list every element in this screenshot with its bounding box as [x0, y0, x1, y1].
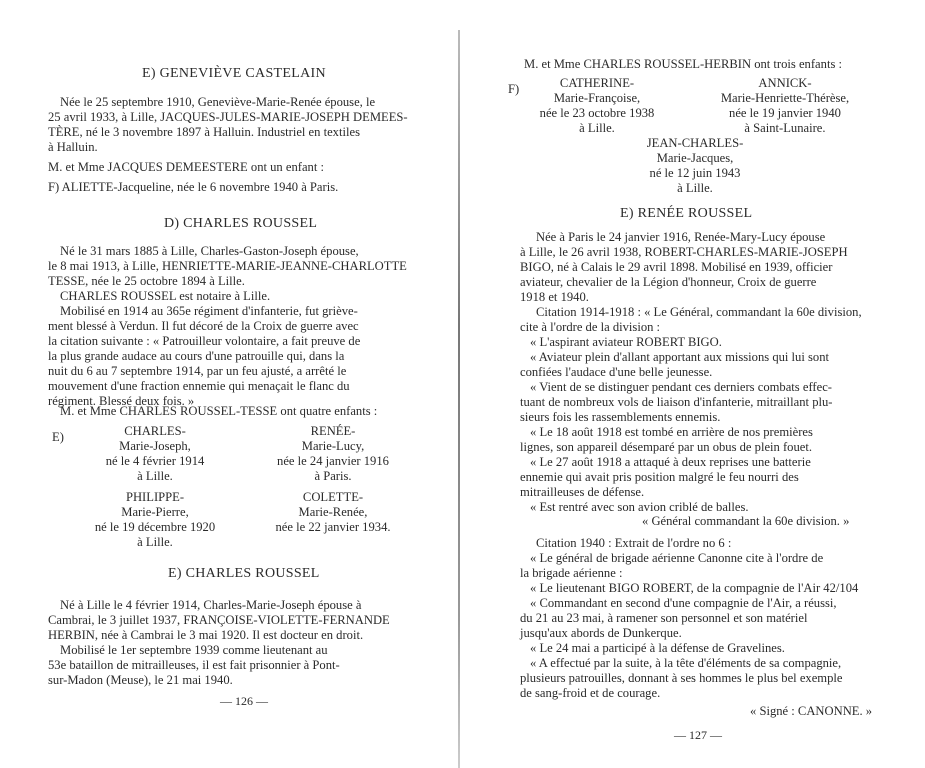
text-line: Née à Paris le 24 janvier 1916, Renée-Mary-Lucy épouse	[536, 230, 826, 244]
children-marker: E)	[52, 430, 64, 444]
children-marker: F)	[508, 82, 520, 96]
text-line: ment blessé à Verdun. Il fut décoré de la Croix de guerre avec	[48, 319, 359, 333]
right-page	[462, 0, 925, 768]
text-line: Née le 25 septembre 1910, Geneviève-Marie-Renée épouse, le	[60, 95, 376, 109]
text-line: « Général commandant la 60e division. »	[642, 514, 850, 528]
child-colette: COLETTE- Marie-Renée, née le 22 janvier 1934.	[275, 490, 391, 534]
text-line: sieurs fois les rassemblements ennemis.	[520, 410, 721, 424]
child-catherine: CATHERINE- Marie-Françoise, née le 23 octobre 1938 à Lille.	[539, 76, 655, 135]
child-line: F) ALIETTE-Jacqueline, née le 6 novembre 1940 à Paris.	[48, 180, 339, 194]
text-line: la brigade aérienne :	[520, 566, 623, 580]
text-line: « Le général de brigade aérienne Canonne cite à l'ordre de	[530, 551, 824, 565]
text-line: de sang-froid et de courage.	[520, 686, 661, 700]
text-line: « Le 18 août 1918 est tombé en arrière de nos premières	[530, 425, 813, 439]
text-line: HERBIN, née à Cambrai le 3 mai 1920. Il est docteur en droit.	[48, 628, 364, 642]
page-number: — 127 —	[674, 728, 722, 742]
text-line: TESSE, née le 25 octobre 1894 à Lille.	[48, 274, 245, 288]
text-line: « Le lieutenant BIGO ROBERT, de la compagnie de l'Air 42/104	[530, 581, 859, 595]
text-line: « Aviateur plein d'allant apportant aux missions qui lui sont	[530, 350, 829, 364]
text-line: 53e bataillon de mitrailleuses, il est fait prisonnier à Pont-	[48, 658, 340, 672]
child-philippe: PHILIPPE- Marie-Pierre, né le 19 décembre 1920 à Lille.	[94, 490, 216, 549]
children-intro: M. et Mme JACQUES DEMEESTERE ont un enfant :	[48, 160, 324, 174]
child-charles: CHARLES- Marie-Joseph, né le 4 février 1914 à Lille.	[105, 424, 205, 483]
text-line: « Le 24 mai a participé à la défense de Gravelines.	[530, 641, 785, 655]
text-line: Mobilisé en 1914 au 365e régiment d'infanterie, fut grièvе-	[60, 304, 358, 318]
text-line: lignes, son appareil désemparé par un obus de plein fouet.	[520, 440, 813, 454]
text-line: ennemie qui avait pris position malgré le feu nourri des	[520, 470, 799, 484]
children-intro: M. et Mme CHARLES ROUSSEL-TESSE ont quatre enfants :	[60, 404, 378, 418]
text-line: CHARLES ROUSSEL est notaire à Lille.	[60, 289, 271, 303]
text-line: du 21 au 23 mai, à ramener son personnel et son matériel	[520, 611, 808, 625]
text-line: Mobilisé le 1er septembre 1939 comme lieutenant au	[60, 643, 328, 657]
text-line: confiées l'audace d'une belle jeunesse.	[520, 365, 713, 379]
text-line: « Le 27 août 1918 a attaqué à deux reprises une batterie	[530, 455, 811, 469]
text-line: « Commandant en second d'une compagnie de l'Air, a réussi,	[530, 596, 837, 610]
heading-charles-1885: D) CHARLES ROUSSEL	[164, 216, 318, 231]
heading-renee: E) RENÉE ROUSSEL	[620, 206, 753, 221]
child-renee: RENÉE- Marie-Lucy, née le 24 janvier 1916 à Paris.	[277, 424, 389, 483]
text-line: Citation 1940 : Extrait de l'ordre no 6 :	[536, 536, 732, 550]
heading-charles-1914: E) CHARLES ROUSSEL	[168, 566, 320, 581]
text-line: Né le 31 mars 1885 à Lille, Charles-Gaston-Joseph épouse,	[60, 244, 359, 258]
text-line: Cambrai, le 3 juillet 1937, FRANÇOISE-VIOLETTE-FERNANDE	[48, 613, 390, 627]
children-intro: M. et Mme CHARLES ROUSSEL-HERBIN ont trois enfants :	[524, 57, 842, 71]
text-line: « A effectué par la suite, à la tête d'éléments de sa compagnie,	[530, 656, 842, 670]
signature-line: « Signé : CANONNE. »	[750, 704, 873, 718]
text-line: « Vient de se distinguer pendant ces derniers combats effec-	[530, 380, 832, 394]
text-line: à Lille, le 26 avril 1938, ROBERT-CHARLES-MARIE-JOSEPH	[520, 245, 848, 259]
text-line: Citation 1914-1918 : « Le Général, commandant la 60e division,	[536, 305, 862, 319]
text-line: « L'aspirant aviateur ROBERT BIGO.	[530, 335, 722, 349]
text-line: la plus grande audace au cours d'une patrouille qui, dans la	[48, 349, 345, 363]
text-line: mitrailleuses de défense.	[520, 485, 645, 499]
text-line: nuit du 6 au 7 septembre 1914, par un feu ajusté, a arrêté le	[48, 364, 347, 378]
text-line: tuant de nombreux vols de liaison d'infanterie, mitraillant plu-	[520, 395, 833, 409]
text-line: 25 avril 1933, à Lille, JACQUES-JULES-MARIE-JOSEPH DEMEES-	[48, 110, 408, 124]
child-annick: ANNICK- Marie-Henriette-Thérèse, née le 19 janvier 1940 à Saint-Lunaire.	[720, 76, 850, 135]
left-page	[0, 0, 460, 768]
text-line: le 8 mai 1913, à Lille, HENRIETTE-MARIE-JEANNE-CHARLOTTE	[48, 259, 407, 273]
text-line: cite à l'ordre de la division :	[520, 320, 661, 334]
text-line: plusieurs patrouilles, donnant à ses hommes le plus bel exemple	[520, 671, 843, 685]
text-line: régiment. Blessé deux fois. »	[48, 394, 195, 408]
text-line: Né à Lille le 4 février 1914, Charles-Marie-Joseph épouse à	[60, 598, 362, 612]
text-line: mouvement d'une fraction ennemie qui menaçait le flanc du	[48, 379, 350, 393]
text-line: la citation suivante : « Patrouilleur volontaire, a fait preuve de	[48, 334, 361, 348]
text-line: jusqu'aux abords de Dunkerque.	[520, 626, 682, 640]
text-line: BIGO, né à Calais le 29 avril 1898. Mobilisé en 1939, officier	[520, 260, 833, 274]
text-line: aviateur, chevalier de la Légion d'honneur, Croix de guerre	[520, 275, 817, 289]
text-line: 1918 et 1940.	[520, 290, 589, 304]
text-line: sur-Madon (Meuse), le 21 mai 1940.	[48, 673, 233, 687]
text-line: à Halluin.	[48, 140, 98, 154]
page-number: — 126 —	[220, 694, 268, 708]
text-line: « Est rentré avec son avion criblé de balles.	[530, 500, 749, 514]
child-jean-charles: JEAN-CHARLES- Marie-Jacques, né le 12 juin 1943 à Lille.	[646, 136, 744, 195]
text-line: TÈRE, né le 3 novembre 1897 à Halluin. Industriel en textiles	[48, 125, 360, 139]
heading-genevieve: E) GENEVIÈVE CASTELAIN	[142, 66, 326, 81]
